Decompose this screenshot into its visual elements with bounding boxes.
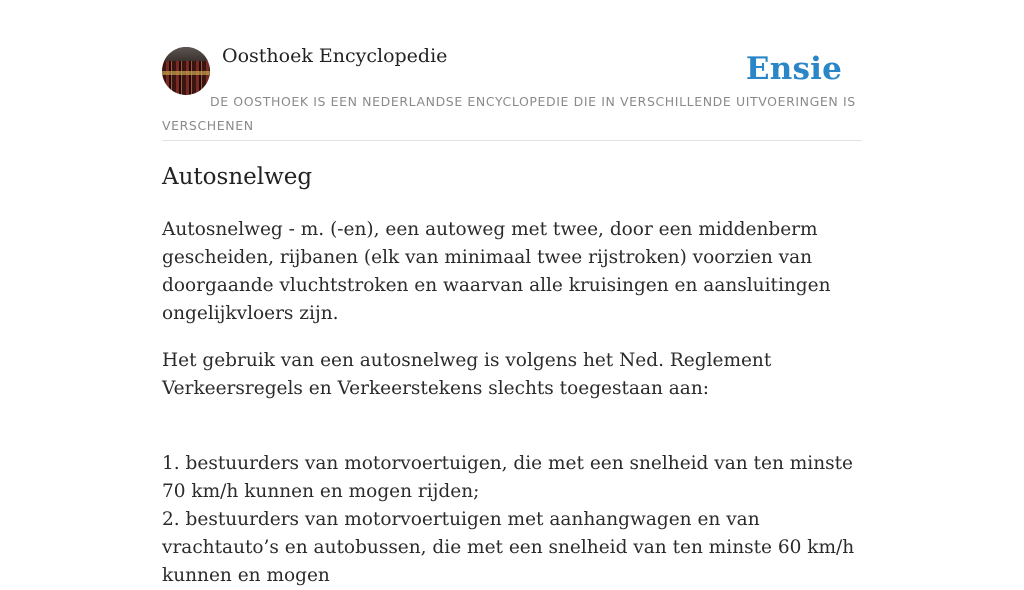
spacer (162, 422, 862, 450)
source-description: DE OOSTHOEK IS EEN NEDERLANDSE ENCYCLOPEDIE DIE IN VERSCHILLENDE UITVOERINGEN IS VERSCHENEN (162, 94, 856, 133)
article-paragraph: Het gebruik van een autosnelweg is volgens het Ned. Reglement Verkeersregels en Verkeerstekens slechts toegestaan aan: (162, 350, 772, 399)
list-item: 1. bestuurders van motorvoertuigen, die met een snelheid van ten minste 70 km/h kunnen en mogen rijden; (162, 453, 853, 502)
article-body (162, 216, 862, 590)
brand-logo[interactable]: Ensie (745, 51, 842, 87)
page-content (162, 0, 862, 586)
list-item: 2. bestuurders van motorvoertuigen met aanhangwagen en van vrachtauto’s en autobussen, die met een snelheid van ten minste 60 km/h kunnen en mogen (162, 509, 855, 586)
article-paragraph: Autosnelweg - m. (-en), een autoweg met twee, door een middenberm gescheiden, rijbanen (elk van minimaal twee rijstroken) voorzien van doorgaande vluchtstroken en waarvan alle kruisingen en aansluitingen ongelijkvloers zijn. (162, 219, 831, 324)
source-avatar[interactable] (162, 47, 210, 95)
source-header (162, 0, 862, 141)
source-name[interactable]: Oosthoek Encyclopedie (222, 45, 448, 67)
article-title: Autosnelweg (162, 164, 313, 190)
